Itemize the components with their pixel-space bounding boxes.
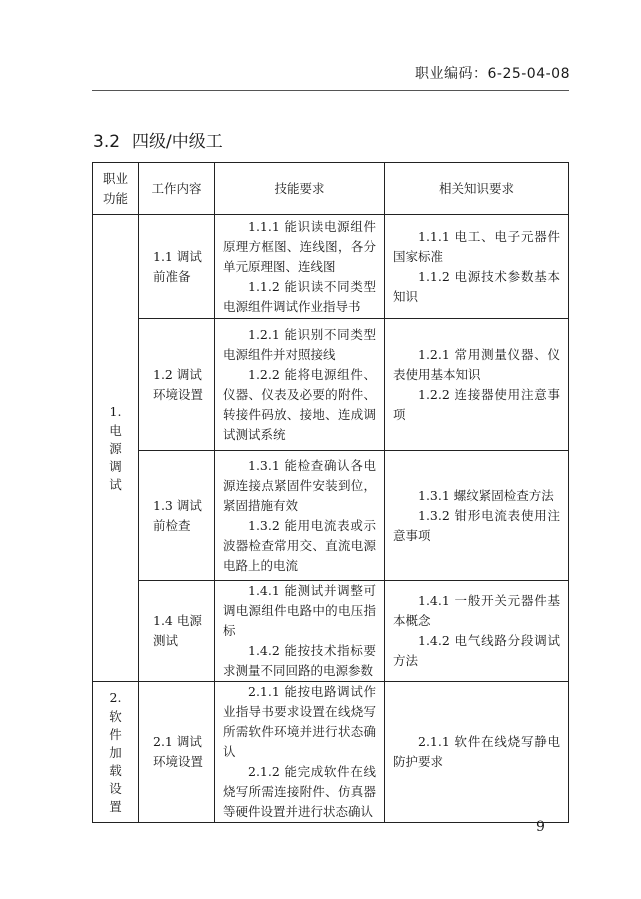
section-heading: 四级/中级工 [132,132,223,152]
occupation-code: 职业编码：6-25-04-08 [414,66,570,82]
skill-item: 1.2.1 能识别不同类型电源组件并对照接线 [223,326,376,362]
work-content: 1.2 调试环境设置 [139,319,215,451]
knowledge-item: 1.4.1 一般开关元器件基本概念 [393,593,560,628]
skill-cell [215,215,385,319]
function-name: 电源调试 [109,423,122,492]
knowledge-cell [385,682,569,823]
knowledge-cell [385,215,569,319]
table-row [93,682,569,823]
page-number: 9 [536,819,545,835]
skill-item: 1.1.1 能识读电源组件原理方框图、连线图，各分单元原理图、连线图 [223,218,376,274]
function-number: 1. [109,404,122,419]
table-row [93,581,569,682]
table-row [93,215,569,319]
knowledge-item: 1.3.2 钳形电流表使用注意事项 [393,507,560,543]
function-name: 软件加载设置 [109,709,122,814]
knowledge-item: 2.1.1 软件在线烧写静电防护要求 [393,734,560,769]
skill-item: 1.2.2 能将电源组件、仪器、仪表及必要的附件、转接件码放、接地、连成调试测试系统 [223,366,376,442]
skill-cell [215,682,385,823]
skill-cell [215,451,385,581]
work-content: 1.4 电源测试 [139,581,215,682]
knowledge-item: 1.2.1 常用测量仪器、仪表使用基本知识 [393,346,560,382]
skill-item: 1.1.2 能识读不同类型电源组件调试作业指导书 [223,278,376,314]
knowledge-cell [385,319,569,451]
skills-table [92,162,569,823]
skill-item: 1.3.2 能用电流表或示波器检查常用交、直流电源电路上的电流 [223,517,376,573]
skill-item: 1.3.1 能检查确认各电源连接点紧固件安装到位，紧固措施有效 [223,457,376,513]
work-content: 1.1 调试前准备 [139,215,215,319]
header-content: 工作内容 [139,163,215,215]
work-content: 1.3 调试前检查 [139,451,215,581]
knowledge-item: 1.4.2 电气线路分段调试方法 [393,633,560,668]
function-number: 2. [109,690,122,705]
knowledge-item: 1.1.1 电工、电子元器件国家标准 [393,228,560,264]
function-cell-2 [93,682,139,823]
skill-cell [215,581,385,682]
header-rule [92,90,569,91]
skill-item: 1.4.1 能测试并调整可调电源组件电路中的电压指标 [223,583,376,638]
header-function [93,163,139,215]
section-number: 3.2 [93,132,121,152]
skill-item: 2.1.2 能完成软件在线烧写所需连接附件、仿真器等硬件设置并进行状态确认 [223,764,376,819]
skill-item: 1.4.2 能按技术指标要求测量不同回路的电源参数 [223,643,376,678]
table-header-row [93,163,569,215]
header-skill: 技能要求 [215,163,385,215]
work-content: 2.1 调试环境设置 [139,682,215,823]
knowledge-item: 1.2.2 连接器使用注意事项 [393,386,560,422]
section-title [93,127,223,152]
knowledge-item: 1.3.1 螺纹紧固检查方法 [418,487,554,503]
skill-cell [215,319,385,451]
header-knowledge: 相关知识要求 [385,163,569,215]
header-function-label: 职业功能 [102,170,128,206]
table-row [93,451,569,581]
knowledge-cell [385,451,569,581]
knowledge-item: 1.1.2 电源技术参数基本知识 [393,268,560,304]
table-row [93,319,569,451]
knowledge-cell [385,581,569,682]
function-cell-1 [93,215,139,682]
skill-item: 2.1.1 能按电路调试作业指导书要求设置在线烧写所需软件环境并进行状态确认 [223,684,376,759]
